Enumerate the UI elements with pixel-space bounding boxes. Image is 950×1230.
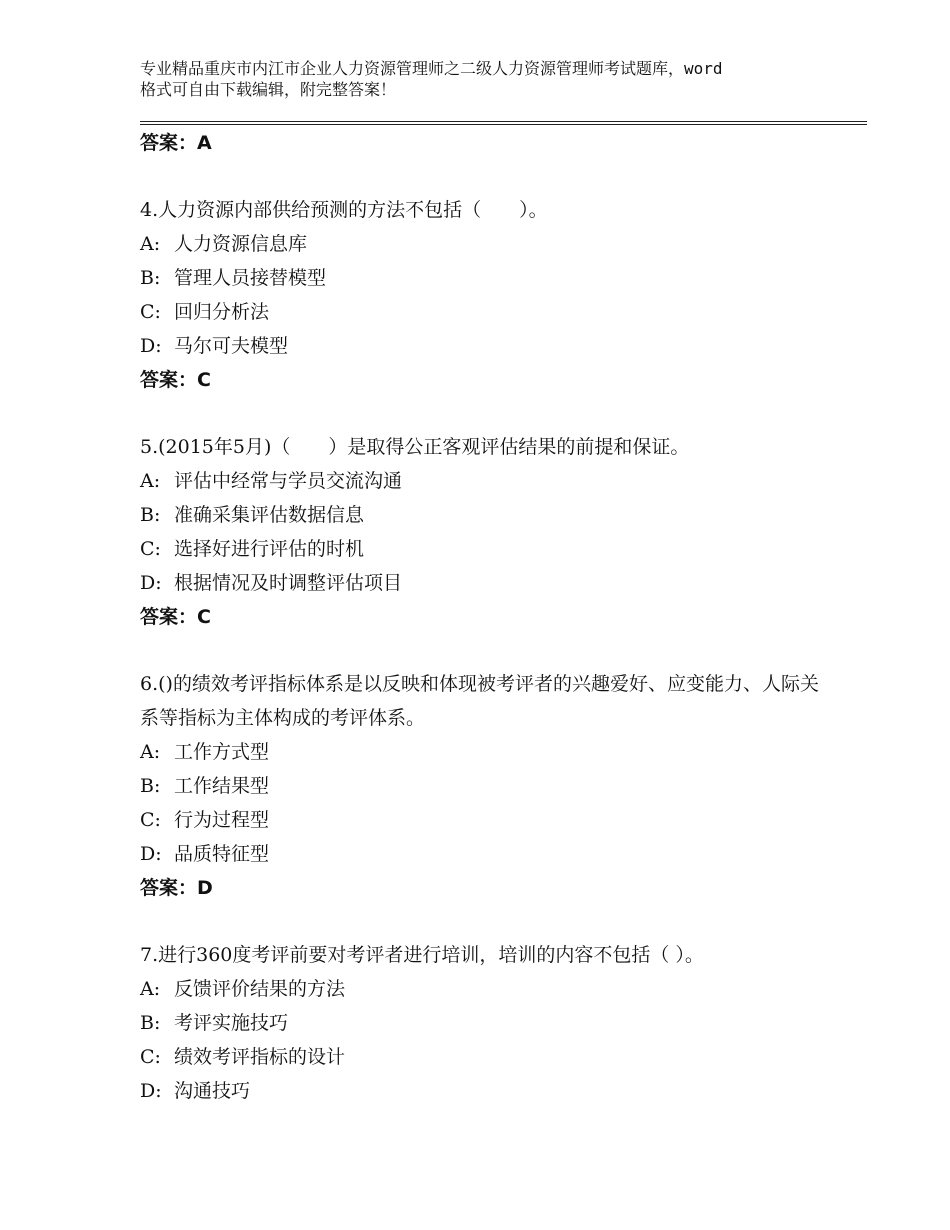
option-b — [140, 1006, 820, 1040]
option-b — [140, 261, 820, 295]
option-text: 考评实施技巧 — [174, 1012, 289, 1034]
option-text: 回归分析法 — [174, 301, 270, 323]
option-letter: A: — [140, 978, 161, 1000]
option-letter: C: — [140, 809, 161, 831]
option-letter: D: — [140, 572, 162, 594]
option-letter: C: — [140, 538, 161, 560]
option-a — [140, 227, 820, 261]
question-stem: 5.(2015年5月)（ ）是取得公正客观评估结果的前提和保证。 — [140, 436, 690, 458]
option-letter: B: — [140, 775, 161, 797]
question-stem: 4.人力资源内部供给预测的方法不包括（ ）。 — [140, 199, 548, 221]
question-5 — [140, 430, 820, 634]
answer-label: 答案：D — [140, 877, 213, 899]
option-text: 工作结果型 — [174, 775, 270, 797]
option-text: 绩效考评指标的设计 — [174, 1046, 346, 1068]
option-c — [140, 1040, 820, 1074]
option-text: 工作方式型 — [174, 741, 270, 763]
option-letter: B: — [140, 1012, 161, 1034]
option-text: 准确采集评估数据信息 — [174, 504, 365, 526]
option-a — [140, 464, 820, 498]
option-letter: C: — [140, 1046, 161, 1068]
question-6 — [140, 667, 820, 905]
document-body — [140, 126, 820, 1141]
option-text: 评估中经常与学员交流沟通 — [174, 470, 403, 492]
header-divider — [140, 121, 867, 125]
answer-label: 答案：C — [140, 606, 211, 628]
option-c — [140, 532, 820, 566]
option-text: 人力资源信息库 — [174, 233, 308, 255]
option-letter: B: — [140, 504, 161, 526]
option-letter: D: — [140, 1080, 162, 1102]
question-4 — [140, 193, 820, 397]
header-line-2: 格式可自由下载编辑，附完整答案！ — [140, 80, 397, 99]
option-text: 反馈评价结果的方法 — [174, 978, 346, 1000]
option-letter: A: — [140, 233, 161, 255]
answer-label: 答案：C — [140, 369, 211, 391]
option-text: 品质特征型 — [174, 843, 270, 865]
question-stem: 7.进行360度考评前要对考评者进行培训，培训的内容不包括（ ）。 — [140, 944, 704, 966]
option-letter: A: — [140, 470, 161, 492]
option-a — [140, 735, 820, 769]
option-d — [140, 837, 820, 871]
option-a — [140, 972, 820, 1006]
option-d — [140, 566, 820, 600]
question-stem: 6.()的绩效考评指标体系是以反映和体现被考评者的兴趣爱好、应变能力、人际关系等指标为主体构成的考评体系。 — [140, 673, 819, 729]
option-text: 管理人员接替模型 — [174, 267, 327, 289]
option-letter: A: — [140, 741, 161, 763]
option-d — [140, 1074, 820, 1108]
answer-label: 答案：A — [140, 132, 212, 154]
option-d — [140, 329, 820, 363]
option-b — [140, 769, 820, 803]
option-b — [140, 498, 820, 532]
option-letter: D: — [140, 335, 162, 357]
option-letter: C: — [140, 301, 161, 323]
option-text: 根据情况及时调整评估项目 — [174, 572, 403, 594]
option-letter: D: — [140, 843, 162, 865]
option-text: 沟通技巧 — [174, 1080, 251, 1102]
option-text: 马尔可夫模型 — [174, 335, 289, 357]
header-line-1: 专业精品重庆市内江市企业人力资源管理师之二级人力资源管理师考试题库，word — [140, 59, 723, 78]
option-text: 行为过程型 — [174, 809, 270, 831]
option-c — [140, 295, 820, 329]
option-c — [140, 803, 820, 837]
question-7 — [140, 938, 820, 1108]
page-header — [140, 58, 840, 100]
option-letter: B: — [140, 267, 161, 289]
option-text: 选择好进行评估的时机 — [174, 538, 365, 560]
